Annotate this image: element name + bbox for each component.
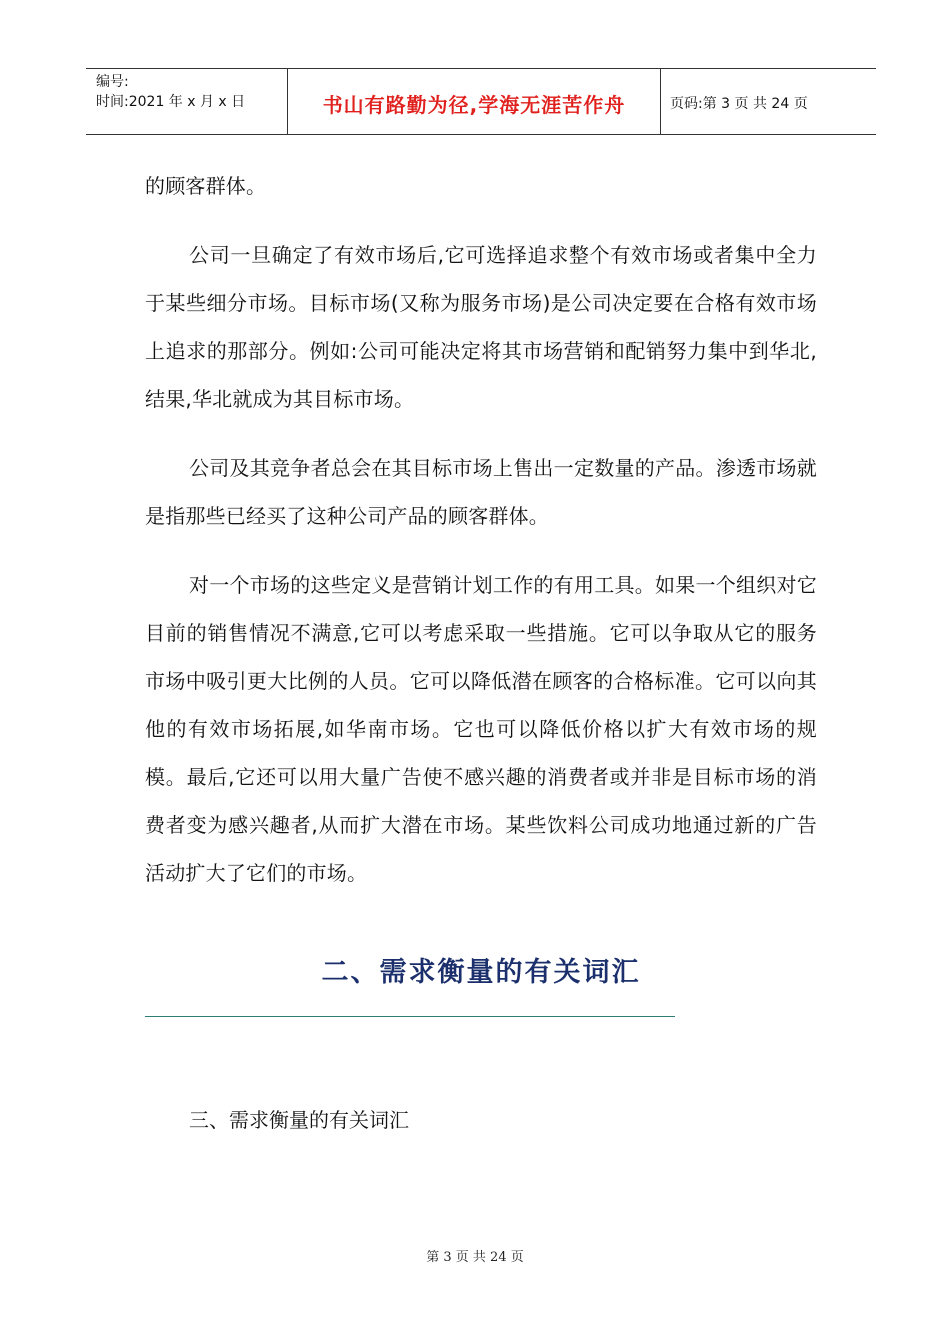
- subheading: 三、需求衡量的有关词汇: [189, 1108, 409, 1132]
- header-number-label: 编号:: [96, 74, 129, 90]
- heading-underline: [145, 1016, 675, 1017]
- paragraph-3: 公司及其竞争者总会在其目标市场上售出一定数量的产品。渗透市场就是指那些已经买了这种公司产品的顾客群体。: [145, 456, 817, 528]
- page-footer: 第 3 页 共 24 页: [426, 1250, 524, 1265]
- header-motto: 书山有路勤为径,学海无涯苦作舟: [322, 93, 626, 117]
- paragraph-2: 公司一旦确定了有效市场后,它可选择追求整个有效市场或者集中全力于某些细分市场。目标市场(又称为服务市场)是公司决定要在合格有效市场上追求的那部分。例如:公司可能决定将其市场营销和配销努力集中到华北,结果,华北就成为其目标市场。: [145, 243, 817, 411]
- paragraph-4: 对一个市场的这些定义是营销计划工作的有用工具。如果一个组织对它目前的销售情况不满意,它可以考虑采取一些措施。它可以争取从它的服务市场中吸引更大比例的人员。它可以降低潜在顾客的合格标准。它可以向其他的有效市场拓展,如华南市场。它也可以降低价格以扩大有效市场的规模。最后,它还可以用大量广告使不感兴趣的消费者或并非是目标市场的消费者变为感兴趣者,从而扩大潜在市场。某些饮料公司成功地通过新的广告活动扩大了它们的市场。: [145, 573, 817, 885]
- section-heading: 二、需求衡量的有关词汇: [321, 957, 641, 988]
- header-meta: [96, 72, 245, 112]
- document-body: [145, 162, 817, 918]
- page-header: [86, 68, 876, 135]
- header-divider-right: [660, 69, 661, 134]
- header-page-info: 页码:第 3 页 共 24 页: [670, 96, 808, 112]
- paragraph-1: 的顾客群体。: [145, 174, 267, 198]
- header-time-label: 时间:2021 年 x 月 x 日: [96, 94, 246, 110]
